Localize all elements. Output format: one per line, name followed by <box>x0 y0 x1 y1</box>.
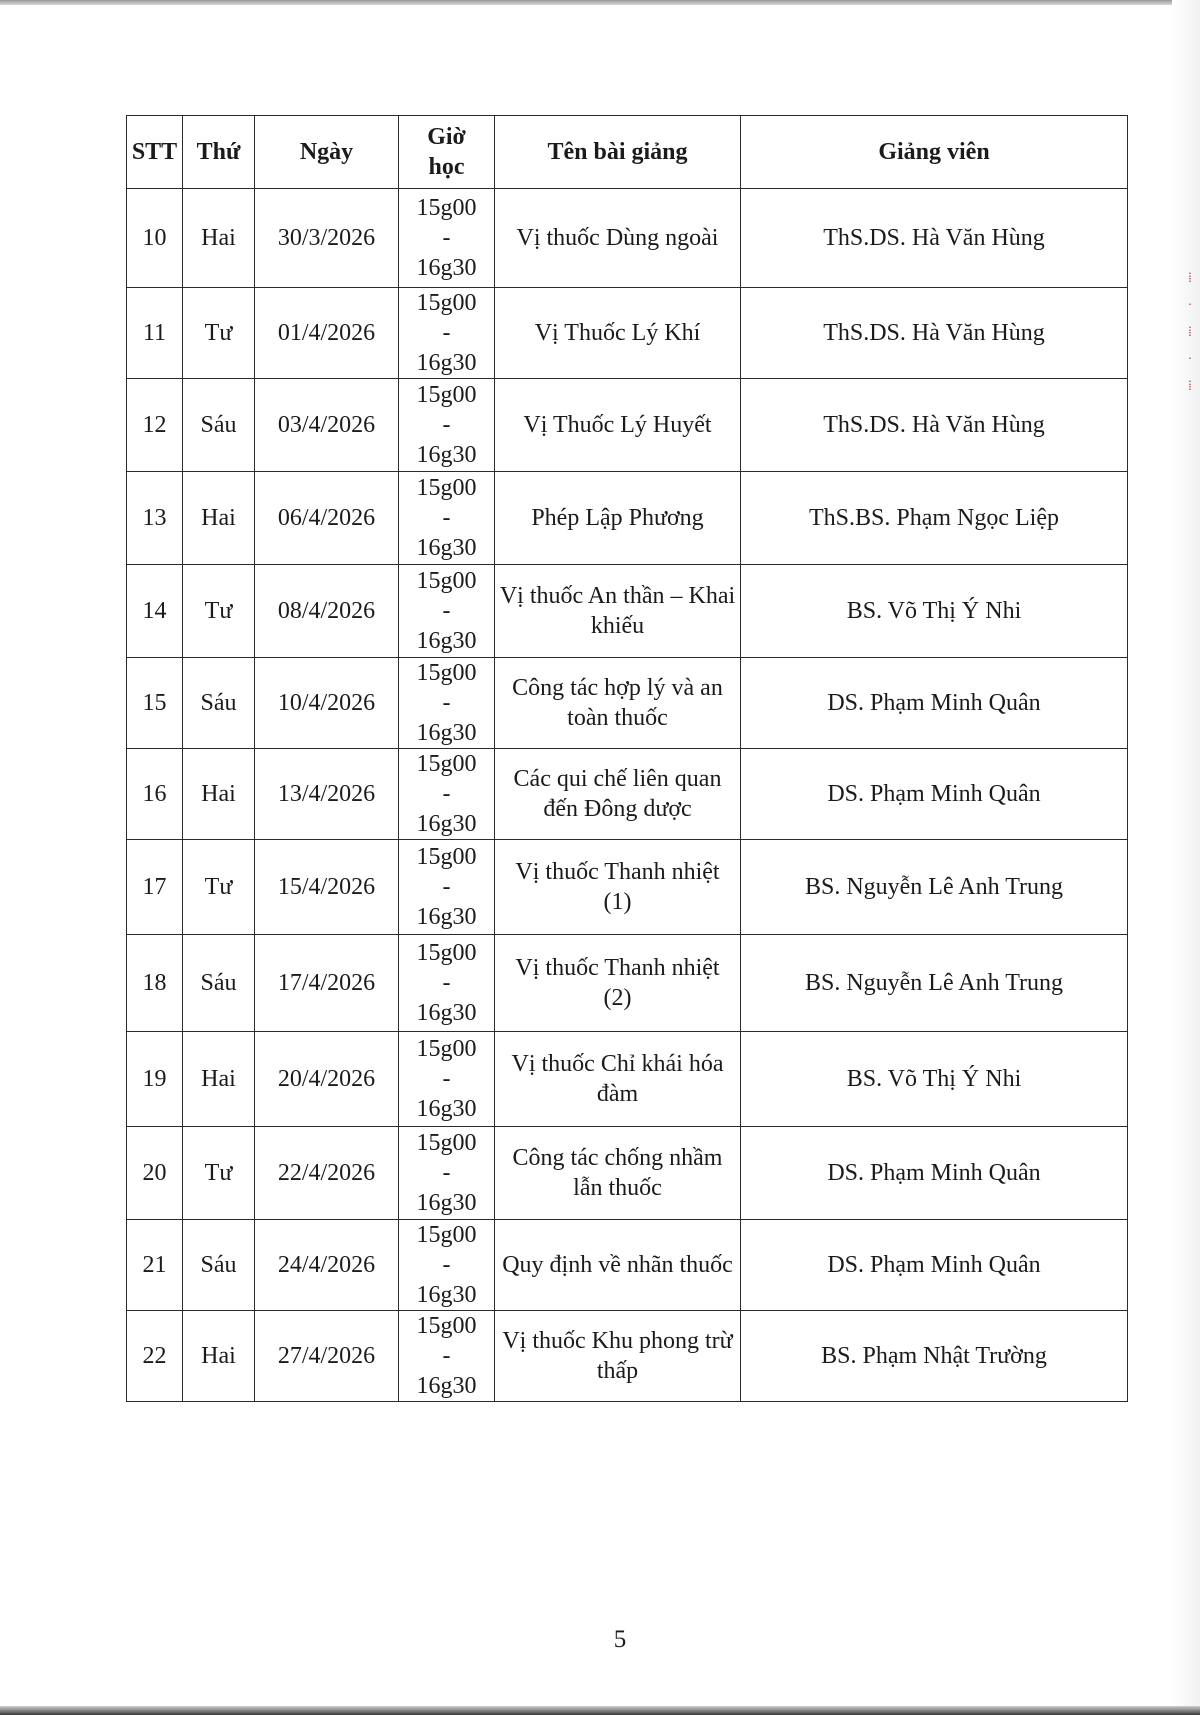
cell-giang-vien: DS. Phạm Minh Quân <box>741 658 1128 749</box>
cell-ngay: 24/4/2026 <box>255 1220 399 1311</box>
cell-giang-vien: BS. Phạm Nhật Trường <box>741 1311 1128 1402</box>
table-row <box>127 288 1128 379</box>
time-end: 16g30 <box>416 535 477 561</box>
cell-thu: Tư <box>183 840 255 935</box>
cell-ten-bai-giang: Phép Lập Phương <box>495 472 741 565</box>
cell-ten-bai-giang: Vị thuốc Dùng ngoài <box>495 189 741 288</box>
margin-stamp-marks: ⁞ · ⁞ · ⁞ <box>1187 271 1193 394</box>
cell-stt: 13 <box>127 472 183 565</box>
cell-gio-hoc <box>399 1311 495 1402</box>
cell-gio-hoc <box>399 658 495 749</box>
time-sep: - <box>442 320 451 346</box>
cell-ngay: 13/4/2026 <box>255 749 399 840</box>
table-row <box>127 189 1128 288</box>
cell-stt: 20 <box>127 1127 183 1220</box>
cell-gio-hoc <box>399 1127 495 1220</box>
cell-gio-hoc <box>399 472 495 565</box>
cell-ten-bai-giang: Quy định về nhãn thuốc <box>495 1220 741 1311</box>
time-end: 16g30 <box>416 442 477 468</box>
page-number: 5 <box>613 1626 627 1653</box>
time-start: 15g00 <box>416 1036 477 1062</box>
table-row <box>127 1127 1128 1220</box>
cell-stt: 10 <box>127 189 183 288</box>
cell-stt: 12 <box>127 379 183 472</box>
cell-gio-hoc <box>399 1032 495 1127</box>
time-sep: - <box>442 1252 451 1278</box>
time-end: 16g30 <box>416 720 477 746</box>
time-sep: - <box>442 505 451 531</box>
cell-thu: Hai <box>183 189 255 288</box>
time-end: 16g30 <box>416 811 477 837</box>
table-row <box>127 1311 1128 1402</box>
table-row <box>127 565 1128 658</box>
cell-giang-vien: BS. Võ Thị Ý Nhi <box>741 1032 1128 1127</box>
cell-ngay: 10/4/2026 <box>255 658 399 749</box>
scan-top-edge <box>0 0 1200 5</box>
table-row <box>127 935 1128 1032</box>
schedule-body <box>127 189 1128 1402</box>
cell-ngay: 15/4/2026 <box>255 840 399 935</box>
time-sep: - <box>442 1160 451 1186</box>
cell-ngay: 03/4/2026 <box>255 379 399 472</box>
time-end: 16g30 <box>416 628 477 654</box>
cell-ten-bai-giang: Các qui chế liên quan đến Đông dược <box>495 749 741 840</box>
cell-giang-vien: DS. Phạm Minh Quân <box>741 1220 1128 1311</box>
cell-gio-hoc <box>399 935 495 1032</box>
time-start: 15g00 <box>416 1130 477 1156</box>
table-row <box>127 379 1128 472</box>
cell-giang-vien: DS. Phạm Minh Quân <box>741 749 1128 840</box>
time-sep: - <box>442 412 451 438</box>
cell-thu: Sáu <box>183 658 255 749</box>
cell-gio-hoc <box>399 840 495 935</box>
cell-thu: Tư <box>183 288 255 379</box>
cell-ngay: 22/4/2026 <box>255 1127 399 1220</box>
cell-ten-bai-giang: Vị thuốc An thần – Khai khiếu <box>495 565 741 658</box>
cell-giang-vien: ThS.DS. Hà Văn Hùng <box>741 379 1128 472</box>
header-ngay: Ngày <box>255 116 399 189</box>
cell-giang-vien: BS. Võ Thị Ý Nhi <box>741 565 1128 658</box>
time-end: 16g30 <box>416 1190 477 1216</box>
cell-gio-hoc <box>399 379 495 472</box>
cell-stt: 15 <box>127 658 183 749</box>
table-row <box>127 1220 1128 1311</box>
cell-thu: Hai <box>183 749 255 840</box>
cell-thu: Tư <box>183 565 255 658</box>
cell-gio-hoc <box>399 565 495 658</box>
scan-right-edge <box>1172 0 1200 1715</box>
cell-ten-bai-giang: Vị thuốc Chỉ khái hóa đàm <box>495 1032 741 1127</box>
cell-stt: 11 <box>127 288 183 379</box>
cell-ngay: 06/4/2026 <box>255 472 399 565</box>
cell-thu: Hai <box>183 1311 255 1402</box>
cell-giang-vien: BS. Nguyễn Lê Anh Trung <box>741 935 1128 1032</box>
time-end: 16g30 <box>416 255 477 281</box>
header-gio-line1: Giờ <box>427 124 466 150</box>
cell-ngay: 30/3/2026 <box>255 189 399 288</box>
cell-ten-bai-giang: Vị Thuốc Lý Khí <box>495 288 741 379</box>
time-sep: - <box>442 874 451 900</box>
time-end: 16g30 <box>416 904 477 930</box>
scan-bottom-edge <box>0 1706 1200 1715</box>
time-sep: - <box>442 1066 451 1092</box>
cell-ngay: 17/4/2026 <box>255 935 399 1032</box>
cell-thu: Sáu <box>183 935 255 1032</box>
cell-stt: 18 <box>127 935 183 1032</box>
cell-thu: Hai <box>183 1032 255 1127</box>
time-sep: - <box>442 598 451 624</box>
time-start: 15g00 <box>416 1313 477 1339</box>
time-start: 15g00 <box>416 660 477 686</box>
cell-ngay: 20/4/2026 <box>255 1032 399 1127</box>
cell-ngay: 08/4/2026 <box>255 565 399 658</box>
time-end: 16g30 <box>416 1373 477 1399</box>
cell-stt: 22 <box>127 1311 183 1402</box>
time-start: 15g00 <box>416 290 477 316</box>
cell-ten-bai-giang: Vị thuốc Thanh nhiệt (2) <box>495 935 741 1032</box>
cell-stt: 21 <box>127 1220 183 1311</box>
time-sep: - <box>442 225 451 251</box>
cell-thu: Sáu <box>183 1220 255 1311</box>
table-row <box>127 658 1128 749</box>
time-start: 15g00 <box>416 1222 477 1248</box>
time-end: 16g30 <box>416 350 477 376</box>
time-start: 15g00 <box>416 195 477 221</box>
time-sep: - <box>442 690 451 716</box>
cell-ten-bai-giang: Vị thuốc Khu phong trừ thấp <box>495 1311 741 1402</box>
cell-thu: Tư <box>183 1127 255 1220</box>
cell-gio-hoc <box>399 749 495 840</box>
cell-gio-hoc <box>399 1220 495 1311</box>
cell-thu: Hai <box>183 472 255 565</box>
time-end: 16g30 <box>416 1000 477 1026</box>
table-header-row <box>127 116 1128 189</box>
time-start: 15g00 <box>416 475 477 501</box>
time-sep: - <box>442 1343 451 1369</box>
cell-gio-hoc <box>399 288 495 379</box>
table-row <box>127 1032 1128 1127</box>
time-end: 16g30 <box>416 1282 477 1308</box>
header-thu: Thứ <box>183 116 255 189</box>
cell-ten-bai-giang: Công tác chống nhầm lẫn thuốc <box>495 1127 741 1220</box>
cell-giang-vien: BS. Nguyễn Lê Anh Trung <box>741 840 1128 935</box>
time-start: 15g00 <box>416 568 477 594</box>
cell-ten-bai-giang: Vị Thuốc Lý Huyết <box>495 379 741 472</box>
cell-stt: 19 <box>127 1032 183 1127</box>
cell-ten-bai-giang: Công tác hợp lý và an toàn thuốc <box>495 658 741 749</box>
header-stt: STT <box>127 116 183 189</box>
cell-thu: Sáu <box>183 379 255 472</box>
cell-ngay: 27/4/2026 <box>255 1311 399 1402</box>
time-sep: - <box>442 781 451 807</box>
cell-giang-vien: ThS.DS. Hà Văn Hùng <box>741 288 1128 379</box>
table-row <box>127 840 1128 935</box>
header-ten-bai-giang: Tên bài giảng <box>495 116 741 189</box>
cell-ngay: 01/4/2026 <box>255 288 399 379</box>
time-start: 15g00 <box>416 751 477 777</box>
time-start: 15g00 <box>416 382 477 408</box>
cell-ten-bai-giang: Vị thuốc Thanh nhiệt (1) <box>495 840 741 935</box>
cell-stt: 16 <box>127 749 183 840</box>
cell-giang-vien: ThS.BS. Phạm Ngọc Liệp <box>741 472 1128 565</box>
time-start: 15g00 <box>416 844 477 870</box>
header-gio-line2: học <box>428 154 465 180</box>
cell-stt: 17 <box>127 840 183 935</box>
cell-giang-vien: ThS.DS. Hà Văn Hùng <box>741 189 1128 288</box>
time-end: 16g30 <box>416 1096 477 1122</box>
header-gio-hoc <box>399 116 495 189</box>
schedule-table <box>126 115 1128 1402</box>
cell-stt: 14 <box>127 565 183 658</box>
cell-giang-vien: DS. Phạm Minh Quân <box>741 1127 1128 1220</box>
table-row <box>127 749 1128 840</box>
time-start: 15g00 <box>416 940 477 966</box>
time-sep: - <box>442 970 451 996</box>
header-giang-vien: Giảng viên <box>741 116 1128 189</box>
table-row <box>127 472 1128 565</box>
cell-gio-hoc <box>399 189 495 288</box>
